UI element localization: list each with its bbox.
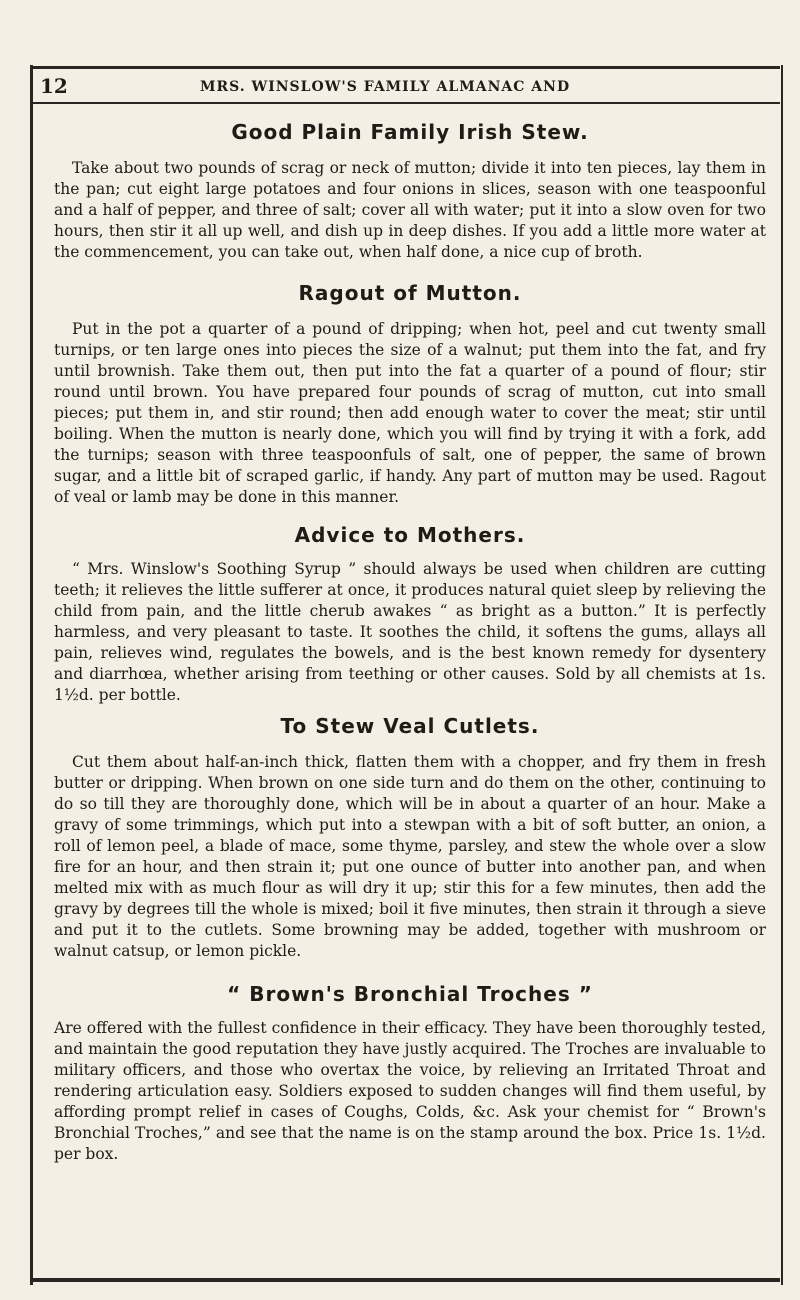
section-body: Cut them about half-an-inch thick, flatten them with a chopper, and fry them in fresh butter or dripping. When brown on one side turn and do them on the other, continuing to do so till they are thoroughly done, which will be in about a quarter of an hour. Make a gravy of some trimmings, which put into a stewpan with a bit of soft butter, an onion, a roll of lemon peel, a blade of mace, some thyme, parsley, and stew the whole over a slow fire for an hour, and then strain it; put one ounce of butter into another pan, and when melted mix with as much flour as will dry it up; stir this for a few minutes, then add the gravy by degrees till the whole is mixed; boil it five minutes, then strain it through a sieve and put it to the cutlets. Some browning may be added, together with mushroom or walnut catsup, or lemon pickle. [54,753,766,960]
running-title: MRS. WINSLOW'S FAMILY ALMANAC AND [200,79,571,95]
page-number: 12 [40,74,68,98]
section-body: Are offered with the fullest confidence in their efficacy. They have been thoroughly tested, and maintain the good reputation they have justly acquired. The Troches are invaluable to military officers, and those who overtax the voice, by relieving an Irritated Throat and rendering articulation easy. Soldiers exposed to sudden changes will find them useful, by affording prompt relief in cases of Coughs, Colds, &c. Ask your chemist for “ Brown's Bronchial Troches,” and see that the name is on the stamp around the box. Price 1s. 1½d. per box. [54,1019,766,1163]
section-title: Advice to Mothers. [294,523,526,547]
section-title: To Stew Veal Cutlets. [280,714,540,738]
top-rule [30,66,780,69]
section-ragout-of-mutton [54,281,766,508]
header-rule [30,102,780,104]
section-body: “ Mrs. Winslow's Soothing Syrup ” should always be used when children are cutting teeth; it relieves the little sufferer at once, it produces natural quiet sleep by relieving the child from pain, and the little cherub awakes “ as bright as a button.” It is perfectly harmless, and very pleasant to taste. It soothes the child, it softens the gums, allays all pain, relieves wind, regulates the bowels, and is the best known remedy for dysentery and diarrhœa, whether arising from teething or other causes. Sold by all chemists at 1s. 1½d. per bottle. [54,560,766,704]
section-body: Take about two pounds of scrag or neck of mutton; divide it into ten pieces, lay them in the pan; cut eight large potatoes and four onions in slices, season with one teaspoonful and a half of pepper, and three of salt; cover all with water; put it into a slow oven for two hours, then stir it all up well, and dish up in deep dishes. If you add a little more water at the commencement, you can take out, when half done, a nice cup of broth. [54,159,766,261]
bottom-rule [30,1278,780,1282]
section-bronchial-troches [54,982,766,1165]
section-stew-veal-cutlets [54,714,766,962]
section-body: Put in the pot a quarter of a pound of dripping; when hot, peel and cut twenty small turnips, or ten large ones into pieces the size of a walnut; put them into the fat, and fry until brownish. Take them out, then put into the fat a quarter of a pound of flour; stir round until brown. You have prepared four pounds of scrag of mutton, cut into small pieces; put them in, and stir round; then add enough water to cover the meat; stir until boiling. When the mutton is nearly done, which you will find by trying it with a fork, add the turnips; season with three teaspoonfuls of salt, one of pepper, the same of brown sugar, and a little bit of scraped garlic, if handy. Any part of mutton may be used. Ragout of veal or lamb may be done in this manner. [54,320,766,506]
section-title: Good Plain Family Irish Stew. [231,120,589,144]
section-title: “ Brown's Bronchial Troches ” [227,982,593,1006]
page-content [54,108,766,1165]
section-irish-stew [54,120,766,263]
section-advice-to-mothers [54,523,766,706]
section-title: Ragout of Mutton. [298,281,522,305]
